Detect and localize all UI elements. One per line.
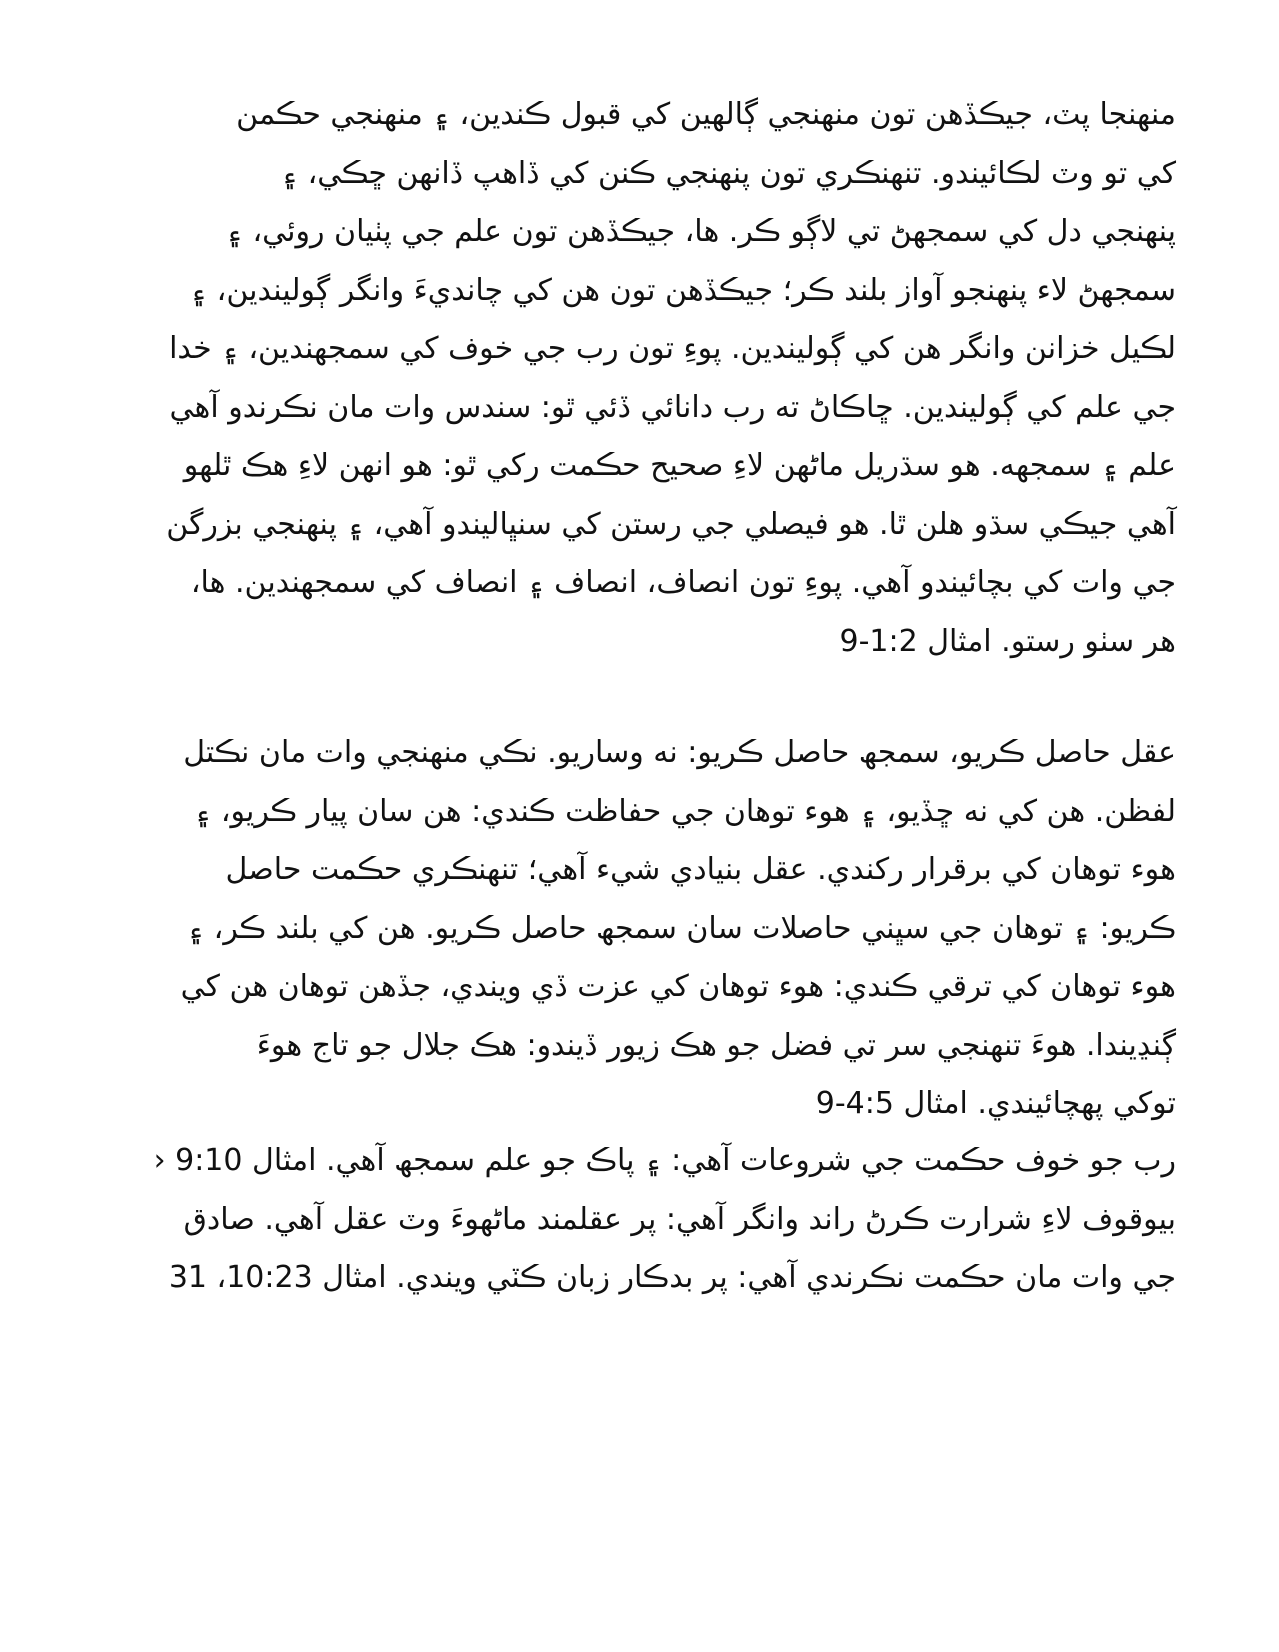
text-line: هوء توهان کي ترقي ڪندي: هوء توهان کي عزت ڏي ويندي، جڏهن توهان هن کي: [180, 969, 1176, 1004]
text-line: جي وات مان حڪمت نڪرندي آهي: پر بدڪار زبان ڪٽي ويندي. امثال 10:23، 31: [168, 1260, 1176, 1295]
text-line: بيوقوف لاءِ شرارت ڪرڻ راند وانگر آهي: پر عقلمند ماڻهوءَ وٽ عقل آهي. صادق: [183, 1201, 1176, 1237]
text-line: پنهنجي دل کي سمجهڻ تي لاڳو ڪر. ها، جيڪڏهن تون علم جي پٺيان روئي، ۽: [225, 214, 1176, 249]
text-line: رب جو خوف حڪمت جي شروعات آهي: ۽ پاڪ جو علم سمجھ آهي. امثال 9:10 ‹: [153, 1143, 1176, 1178]
text-line: لفظن. هن کي نه ڇڏيو، ۽ هوء توهان جي حفاظت ڪندي: هن سان پيار ڪريو، ۽: [193, 793, 1176, 829]
text-line: جي علم کي ڳوليندين. ڇاڪاڻ ته رب دانائي ڏئي ٿو: سندس وات مان نڪرندو آهي: [169, 389, 1176, 425]
text-line: هوء توهان کي برقرار رکندي. عقل بنيادي شيء آهي؛ تنهنڪري حڪمت حاصل: [225, 852, 1176, 887]
passage-proverbs-9-10: [86, 1132, 1176, 1308]
text-line: عقل حاصل ڪريو، سمجھ حاصل ڪريو: نه وساريو. نڪي منهنجي وات مان نڪتل: [183, 735, 1176, 770]
text-line: هر سٺو رستو. امثال 1:2-9: [839, 623, 1176, 659]
text-line: کي تو وٽ لڪائيندو. تنهنڪري تون پنهنجي ڪنن کي ڏاهپ ڏانهن ڇڪي، ۽: [280, 155, 1176, 191]
text-line: آهي جيڪي سڌو هلن ٿا. هو فيصلي جي رستن کي سنڀاليندو آهي، ۽ پنهنجي بزرگن: [166, 506, 1176, 542]
text-line: سمجهڻ لاء پنهنجو آواز بلند ڪر؛ جيڪڏهن تون هن کي چانديءَ وانگر ڳوليندين، ۽: [189, 272, 1176, 308]
text-line: ڪريو: ۽ توهان جي سڀني حاصلات سان سمجھ حاصل ڪريو. هن کي بلند ڪر، ۽: [186, 910, 1176, 946]
text-line: جي وات کي بچائيندو آهي. پوءِ تون انصاف، انصاف ۽ انصاف کي سمجهندين. ها،: [190, 565, 1176, 600]
text-line: منهنجا پٽ، جيڪڏهن تون منهنجي ڳالهين کي قبول ڪندين، ۽ منهنجي حڪمن: [236, 97, 1176, 132]
text-line: لڪيل خزانن وانگر هن کي ڳوليندين. پوءِ تون رب جي خوف کي سمجهندين، ۽ خدا: [169, 331, 1176, 366]
text-line: توکي پهچائيندي. امثال 4:5-9: [815, 1086, 1176, 1121]
passage-proverbs-4: [86, 724, 1176, 1134]
text-line: علم ۽ سمجهه. هو سڌريل ماڻهن لاءِ صحيح حڪمت رکي ٿو: هو انهن لاءِ هڪ ٿلهو: [183, 448, 1176, 483]
passage-proverbs-2: [86, 86, 1176, 671]
text-line: ڳنڍيندا. هوءَ تنهنجي سر تي فضل جو هڪ زيور ڏيندو: هڪ جلال جو تاج هوءَ: [256, 1027, 1176, 1063]
